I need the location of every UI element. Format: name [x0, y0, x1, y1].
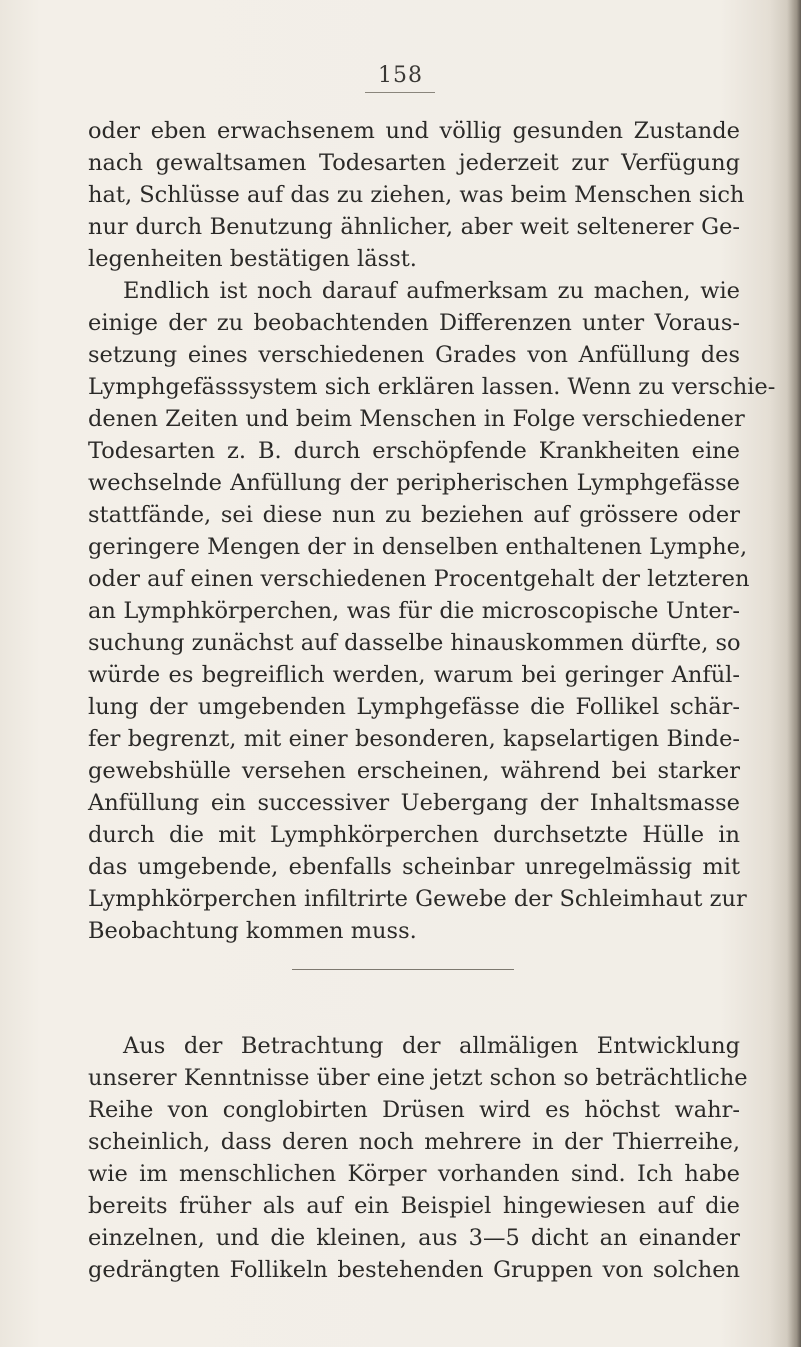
- text-line: legenheiten bestätigen lässt.: [88, 246, 417, 272]
- text-line: wechselnde Anfüllung der peripherischen Lymphgefässe: [88, 470, 740, 496]
- page-number: 158: [378, 63, 423, 88]
- text-line: an Lymphkörperchen, was für die microscopische Unter-: [88, 598, 740, 624]
- text-line: fer begrenzt, mit einer besonderen, kapselartigen Binde-: [88, 726, 740, 752]
- text-line: oder auf einen verschiedenen Procentgehalt der letzteren: [88, 566, 750, 592]
- text-line: Reihe von conglobirten Drüsen wird es höchst wahr-: [88, 1097, 740, 1123]
- text-line: einige der zu beobachtenden Differenzen unter Voraus-: [88, 310, 740, 336]
- text-line: Lymphkörperchen infiltrirte Gewebe der Schleimhaut zur: [88, 886, 747, 912]
- page-edge-shadow: [787, 0, 801, 1347]
- text-line: bereits früher als auf ein Beispiel hingewiesen auf die: [88, 1193, 740, 1219]
- text-line: Anfüllung ein successiver Uebergang der Inhaltsmasse: [88, 790, 740, 816]
- text-line: gedrängten Follikeln bestehenden Gruppen von solchen: [88, 1257, 740, 1283]
- text-line: würde es begreiflich werden, warum bei geringer Anfül-: [88, 662, 740, 688]
- page-number-rule: [365, 92, 435, 93]
- text-line: oder eben erwachsenem und völlig gesunden Zustande: [88, 118, 740, 144]
- text-line: Todesarten z. B. durch erschöpfende Krankheiten eine: [88, 438, 740, 464]
- text-line: lung der umgebenden Lymphgefässe die Follikel schär-: [88, 694, 740, 720]
- text-line: gewebshülle versehen erscheinen, während bei starker: [88, 758, 740, 784]
- text-line: scheinlich, dass deren noch mehrere in der Thierreihe,: [88, 1129, 740, 1155]
- text-line: wie im menschlichen Körper vorhanden sind. Ich habe: [88, 1161, 740, 1187]
- text-line: durch die mit Lymphkörperchen durchsetzte Hülle in: [88, 822, 740, 848]
- text-line: Beobachtung kommen muss.: [88, 918, 417, 944]
- text-line: setzung eines verschiedenen Grades von Anfüllung des: [88, 342, 740, 368]
- text-line: geringere Mengen der in denselben enthaltenen Lymphe,: [88, 534, 748, 560]
- section-separator: [292, 969, 514, 970]
- text-line: Aus der Betrachtung der allmäligen Entwicklung: [123, 1033, 740, 1059]
- text-line: unserer Kenntnisse über eine jetzt schon so beträchtliche: [88, 1065, 748, 1091]
- text-line: das umgebende, ebenfalls scheinbar unregelmässig mit: [88, 854, 740, 880]
- text-line: hat, Schlüsse auf das zu ziehen, was beim Menschen sich: [88, 182, 745, 208]
- text-line: Endlich ist noch darauf aufmerksam zu machen, wie: [123, 278, 740, 304]
- text-line: einzelnen, und die kleinen, aus 3—5 dicht an einander: [88, 1225, 740, 1251]
- text-line: Lymphgefässsystem sich erklären lassen. Wenn zu verschie-: [88, 374, 776, 400]
- text-line: suchung zunächst auf dasselbe hinauskommen dürfte, so: [88, 630, 741, 656]
- text-line: denen Zeiten und beim Menschen in Folge verschiedener: [88, 406, 745, 432]
- text-line: stattfände, sei diese nun zu beziehen auf grössere oder: [88, 502, 740, 528]
- text-line: nach gewaltsamen Todesarten jederzeit zur Verfügung: [88, 150, 740, 176]
- text-line: nur durch Benutzung ähnlicher, aber weit seltenerer Ge-: [88, 214, 740, 240]
